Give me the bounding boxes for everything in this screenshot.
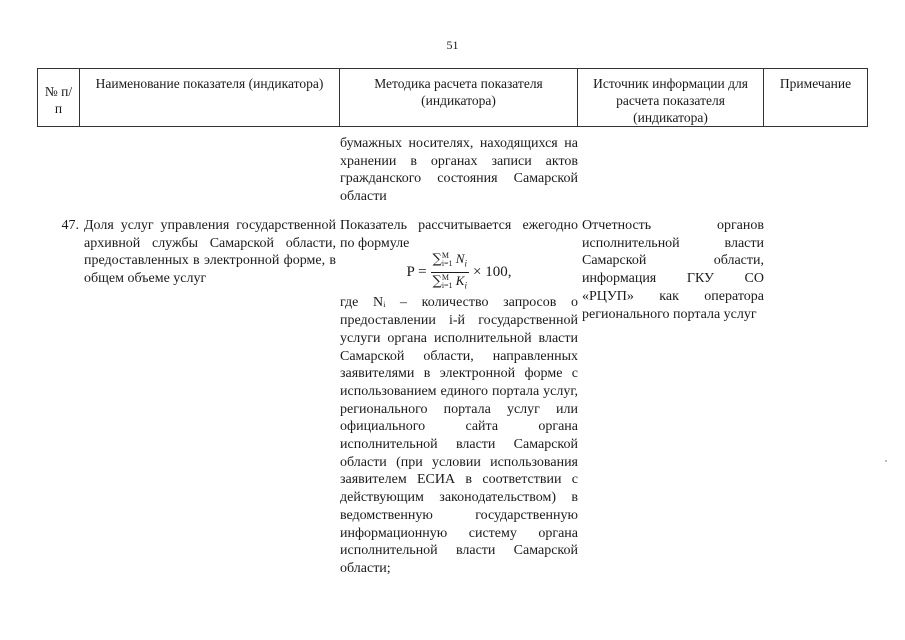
sum-lower: i=1: [441, 259, 453, 269]
table-header: [37, 68, 868, 127]
method-description: где Nᵢ – количество запросов о предоставлении i-й государственной услуги органа исполнительной власти Самарской области, направленных заявителями в электронной форме с использованием единого портала услуг, регионального портала услуг или официального сайта органа исполнительной власти Самарской области (при условии использования заявителем ЕСИА в соответствии с действующим законодательством) в ведомственную государственную информационную систему органа исполнительной власти Самарской области;: [340, 295, 578, 576]
continued-method-text: бумажных носителях, находящихся на хранении в органах записи актов гражданского состояния Самарской области: [340, 136, 578, 205]
indicator-name: Доля услуг управления государственной архивной службы Самарской области, предоставленных в электронной форме, в общем объеме услуг: [84, 218, 336, 287]
denominator-index: i: [464, 280, 467, 291]
sum-lower-den: i=1: [441, 280, 453, 290]
header-name: Наименование показателя (индикатора): [80, 69, 340, 127]
sum-upper-den: M: [441, 272, 449, 282]
formula-lhs: P =: [406, 263, 427, 280]
formula-fraction: [431, 251, 469, 293]
header-method: Методика расчета показателя (индикатора): [340, 69, 578, 127]
source-cell: Отчетность органов исполнительной власти Самарской области, информация ГКУ СО «РЦУП» как оператора регионального портала услуг: [582, 218, 764, 322]
sum-upper: M: [441, 251, 449, 261]
formula-times: × 100,: [472, 263, 512, 280]
scan-speck: [885, 460, 887, 462]
denominator-var: K: [455, 272, 465, 288]
numerator-index: i: [464, 258, 467, 269]
formula-denominator: ∑ M i=1 $K_i$: [432, 272, 467, 291]
method-intro: Показатель рассчитывается ежегодно по формуле: [340, 218, 578, 251]
formula-numerator: ∑ M i=1 $N_i$: [431, 251, 469, 273]
method-cell: [340, 217, 578, 578]
page-number: 51: [446, 38, 459, 52]
header-source: Источник информации для расчета показателя (индикатора): [578, 69, 764, 127]
header-note: Примечание: [764, 69, 868, 127]
numerator-var: N: [455, 251, 465, 267]
formula: [340, 251, 578, 291]
row-number: 47.: [61, 218, 79, 233]
header-num: № п/п: [38, 69, 80, 127]
